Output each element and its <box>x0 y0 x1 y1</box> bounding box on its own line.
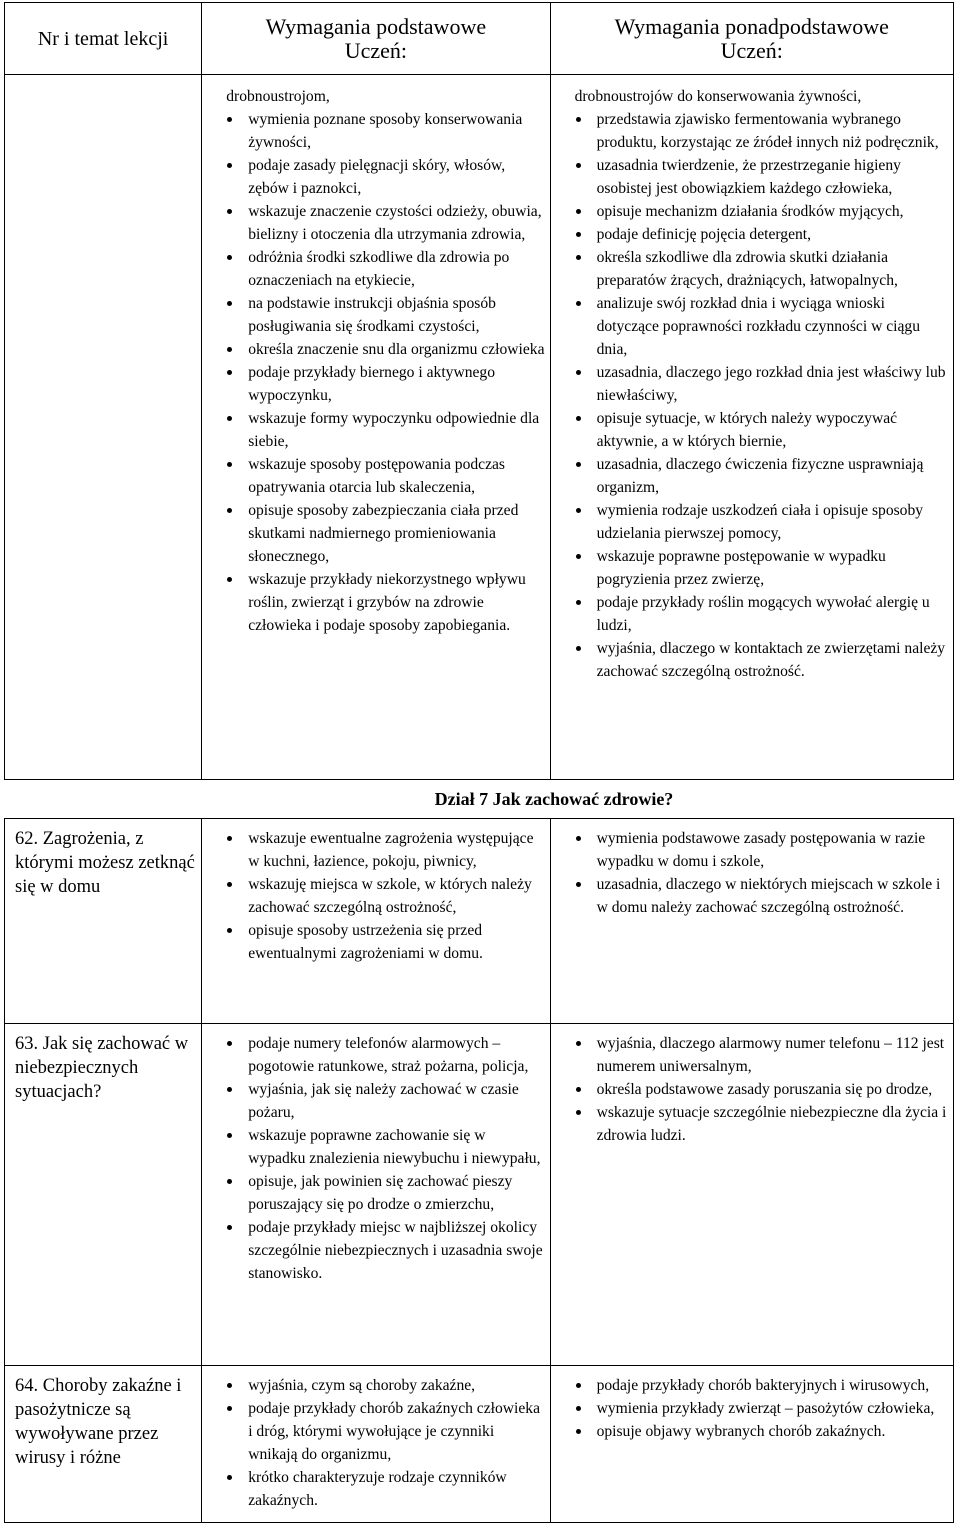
basic-cell <box>202 1366 550 1523</box>
topic-cell-empty <box>5 75 202 780</box>
section-title: Dział 7 Jak zachować zdrowie? <box>434 789 674 809</box>
list-item: określa znaczenie snu dla organizmu człowieka <box>226 338 545 361</box>
list-item: wskazuje sposoby postępowania podczas opatrywania otarcia lub skaleczenia, <box>226 453 545 499</box>
list-item: określa szkodliwe dla zdrowia skutki działania preparatów żrących, drażniących, łatwopalnych, <box>575 246 949 292</box>
advanced-cell <box>550 1366 953 1523</box>
list-item: uzasadnia, dlaczego jego rozkład dnia jest właściwy lub niewłaściwy, <box>575 361 949 407</box>
list-item: wskazuje poprawne postępowanie w wypadku pogryzienia przez zwierzę, <box>575 545 949 591</box>
lessons-table <box>4 818 954 1523</box>
list-item: wskazuje formy wypoczynku odpowiednie dla siebie, <box>226 407 545 453</box>
list-item: wskazuje sytuacje szczególnie niebezpieczne dla życia i zdrowia ludzi. <box>575 1101 949 1147</box>
list-item: opisuje mechanizm działania środków myjących, <box>575 200 949 223</box>
list-item: podaje przykłady roślin mogących wywołać alergię u ludzi, <box>575 591 949 637</box>
table-row <box>5 1366 954 1523</box>
list-item: odróżnia środki szkodliwe dla zdrowia po oznaczeniach na etykiecie, <box>226 246 545 292</box>
list-item: uzasadnia, dlaczego w niektórych miejscach w szkole i w domu należy zachować szczególną ostrożność. <box>575 873 949 919</box>
list-item: opisuje sytuacje, w których należy wypoczywać aktywnie, a w których biernie, <box>575 407 949 453</box>
list-item: wyjaśnia, czym są choroby zakaźne, <box>226 1374 545 1397</box>
requirements-table <box>4 2 954 780</box>
list-item: wymienia rodzaje uszkodzeń ciała i opisuje sposoby udzielania pierwszej pomocy, <box>575 499 949 545</box>
list-item: wskazuje znaczenie czystości odzieży, obuwia, bielizny i otoczenia dla utrzymania zdrowia, <box>226 200 545 246</box>
header-topic: Nr i temat lekcji <box>5 3 202 75</box>
list-item: drobnoustrojom, <box>226 88 330 105</box>
list-item: na podstawie instrukcji objaśnia sposób posługiwania się środkami czystości, <box>226 292 545 338</box>
list-item: wyjaśnia, jak się należy zachować w czasie pożaru, <box>226 1078 545 1124</box>
header-basic: Wymagania podstawowe Uczeń: <box>202 3 550 75</box>
list-item: przedstawia zjawisko fermentowania wybranego produktu, korzystając ze źródeł innych niż podręcznik, <box>575 108 949 154</box>
list-item: opisuje sposoby ustrzeżenia się przed ewentualnymi zagrożeniami w domu. <box>226 919 545 965</box>
list-item: wymienia poznane sposoby konserwowania żywności, <box>226 108 545 154</box>
list-item: podaje definicję pojęcia detergent, <box>575 223 949 246</box>
advanced-cell <box>550 819 953 1024</box>
list-item: opisuje sposoby zabezpieczania ciała przed skutkami nadmiernego promieniowania słonecznego, <box>226 499 545 568</box>
basic-cell <box>202 75 550 780</box>
list-item: podaje zasady pielęgnacji skóry, włosów, zębów i paznokci, <box>226 154 545 200</box>
list-item: krótko charakteryzuje rodzaje czynników zakaźnych. <box>226 1466 545 1512</box>
table-row <box>5 819 954 1024</box>
list-item: wskazuje poprawne zachowanie się w wypadku znalezienia niewybuchu i niewypału, <box>226 1124 545 1170</box>
list-item: wskazuje ewentualne zagrożenia występujące w kuchni, łazience, pokoju, piwnicy, <box>226 827 545 873</box>
list-item: podaje przykłady biernego i aktywnego wypoczynku, <box>226 361 545 407</box>
list-item: uzasadnia twierdzenie, że przestrzeganie higieny osobistej jest obowiązkiem każdego człowieka, <box>575 154 949 200</box>
header-advanced: Wymagania ponadpodstawowe Uczeń: <box>550 3 953 75</box>
advanced-cell <box>550 75 953 780</box>
list-item: podaje numery telefonów alarmowych – pogotowie ratunkowe, straż pożarna, policja, <box>226 1032 545 1078</box>
list-item: wymienia przykłady zwierząt – pasożytów człowieka, <box>575 1397 949 1420</box>
lesson-topic: 62. Zagrożenia, z którymi możesz zetknąć się w domu <box>5 819 202 1024</box>
list-item: podaje przykłady chorób zakaźnych człowieka i dróg, którymi wywołujące je czynniki wnikają do organizmu, <box>226 1397 545 1466</box>
list-item: określa podstawowe zasady poruszania się po drodze, <box>575 1078 949 1101</box>
lesson-topic: 63. Jak się zachować w niebezpiecznych sytuacjach? <box>5 1024 202 1366</box>
list-item: drobnoustrojów do konserwowania żywności, <box>574 88 862 105</box>
list-item: opisuje objawy wybranych chorób zakaźnych. <box>575 1420 949 1443</box>
list-item: wyjaśnia, dlaczego alarmowy numer telefonu – 112 jest numerem uniwersalnym, <box>575 1032 949 1078</box>
list-item: wskazuje przykłady niekorzystnego wpływu roślin, zwierząt i grzybów na zdrowie człowieka i podaje sposoby zapobiegania. <box>226 568 545 637</box>
advanced-cell <box>550 1024 953 1366</box>
table-row <box>5 1024 954 1366</box>
table-header <box>5 3 954 75</box>
list-item: podaje przykłady miejsc w najbliższej okolicy szczególnie niebezpiecznych i uzasadnia swoje stanowisko. <box>226 1216 545 1285</box>
list-item: uzasadnia, dlaczego ćwiczenia fizyczne usprawniają organizm, <box>575 453 949 499</box>
requirements-document <box>4 2 954 1523</box>
basic-cell <box>202 819 550 1024</box>
list-item: analizuje swój rozkład dnia i wyciąga wnioski dotyczące poprawności rozkładu czynności w ciągu dnia, <box>575 292 949 361</box>
list-item: wskazuję miejsca w szkole, w których należy zachować szczególną ostrożność, <box>226 873 545 919</box>
basic-cell <box>202 1024 550 1366</box>
list-item: podaje przykłady chorób bakteryjnych i wirusowych, <box>575 1374 949 1397</box>
lesson-topic: 64. Choroby zakaźne i pasożytnicze są wywoływane przez wirusy i różne <box>5 1366 202 1523</box>
list-item: wymienia podstawowe zasady postępowania w razie wypadku w domu i szkole, <box>575 827 949 873</box>
list-item: opisuje, jak powinien się zachować pieszy poruszający się po drodze o zmierzchu, <box>226 1170 545 1216</box>
list-item: wyjaśnia, dlaczego w kontaktach ze zwierzętami należy zachować szczególną ostrożność. <box>575 637 949 683</box>
table-row-continued <box>5 75 954 780</box>
